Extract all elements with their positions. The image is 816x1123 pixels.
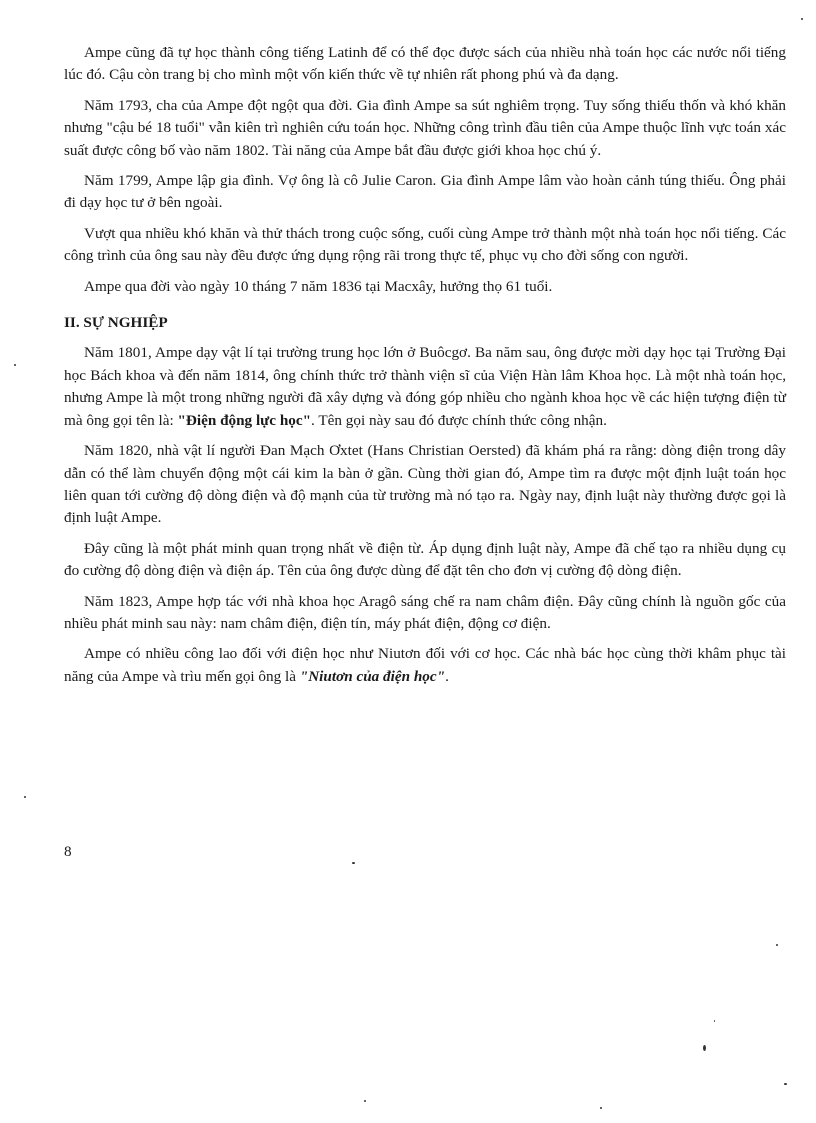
section-heading: II. SỰ NGHIỆP <box>64 314 168 332</box>
scan-speck <box>14 364 16 366</box>
newton-of-electricity: "Niutơn của điện học" <box>299 667 446 685</box>
page-number: 8 <box>64 843 72 860</box>
paragraph-newton-text: Ampe có nhiều công lao đối với điện học như Niutơn đối với cơ học. Các nhà bác học cùng thời khâm phục tài năng của Ampe và trìu mến gọi ông là <box>64 645 786 685</box>
scan-speck <box>784 1083 787 1085</box>
paragraph-1823: Năm 1823, Ampe hợp tác với nhà khoa học Aragô sáng chế ra nam châm điện. Đây cũng chính là nguồn gốc của nhiều phát minh sau này: nam châm điện, điện tín, máy phát điện, động cơ điện. <box>64 592 786 632</box>
paragraph-latin: Ampe cũng đã tự học thành công tiếng Latinh để có thể đọc được sách của nhiều nhà toán học các nước nổi tiếng lúc đó. Cậu còn trang bị cho mình một vốn kiến thức về tự nhiên rất phong phú và đa dạng. <box>64 44 786 84</box>
electrodynamics-term: "Điện động lực học" <box>177 411 312 429</box>
scan-speck <box>600 1107 602 1109</box>
scan-speck <box>801 18 803 20</box>
paragraph-1820: Năm 1820, nhà vật lí người Đan Mạch Ơxtet (Hans Christian Oersted) đã khám phá ra rằng: dòng điện trong dây dẫn có thể làm chuyển động một cái kim la bàn ở gần. Cùng thời gian đó, Ampe tìm ra được một định luật toán học liên quan tới cường độ dòng điện và độ mạnh của từ trường mà nó tạo ra. Ngày nay, định luật này thường được gọi là định luật Ampe. <box>64 442 786 527</box>
paragraph-1799: Năm 1799, Ampe lập gia đình. Vợ ông là cô Julie Caron. Gia đình Ampe lâm vào hoàn cảnh túng thiếu. Ông phải đi dạy học tư ở bên ngoài. <box>64 172 786 212</box>
scan-speck <box>24 796 26 798</box>
paragraph-death: Ampe qua đời vào ngày 10 tháng 7 năm 1836 tại Macxây, hưởng thọ 61 tuổi. <box>84 277 553 295</box>
scan-speck <box>714 1020 715 1022</box>
paragraph-1801 <box>64 342 786 432</box>
paragraph-famous: Vượt qua nhiều khó khăn và thử thách trong cuộc sống, cuối cùng Ampe trở thành một nhà toán học nổi tiếng. Các công trình của ông sau này đều được ứng dụng rộng rãi trong thực tế, phục vụ cho đời sống con người. <box>64 224 786 265</box>
paragraph-1801-text: Năm 1801, Ampe dạy vật lí tại trường trung học lớn ở Buôcgơ. Ba năm sau, ông được mời dạy học tại Trường Đại học Bách khoa và đến năm 1814, ông chính thức trở thành viện sĩ của Viện Hàn lâm Khoa học. Là một nhà toán học, nhưng Ampe là một trong những người đã xây dựng và đóng góp nhiều cho ngành khoa học về các hiện tượng điện từ mà ông gọi tên là: <box>64 344 786 429</box>
paragraph-invention: Đây cũng là một phát minh quan trọng nhất về điện từ. Áp dụng định luật này, Ampe đã chế tạo ra nhiều dụng cụ đo cường độ dòng điện và điện áp. Tên của ông được dùng để đặt tên cho đơn vị cường độ dòng điện. <box>64 539 786 580</box>
paragraph-1793: Năm 1793, cha của Ampe đột ngột qua đời. Gia đình Ampe sa sút nghiêm trọng. Tuy sống thiếu thốn và khó khăn nhưng "cậu bé 18 tuổi" vẫn kiên trì nghiên cứu toán học. Những công trình đầu tiên của Ampe thuộc lĩnh vực toán xác suất được công bố vào năm 1802. Tài năng của Ampe bắt đầu được giới khoa học chú ý. <box>64 96 786 159</box>
paragraph-1801-tail: . Tên gọi này sau đó được chính thức công nhận. <box>311 411 607 429</box>
paragraph-newton-tail: . <box>445 667 449 685</box>
scan-speck <box>364 1100 366 1102</box>
scan-speck <box>703 1045 706 1051</box>
page-body <box>64 42 786 696</box>
scan-speck <box>352 862 355 864</box>
paragraph-newton <box>64 643 786 688</box>
scan-speck <box>776 944 778 946</box>
